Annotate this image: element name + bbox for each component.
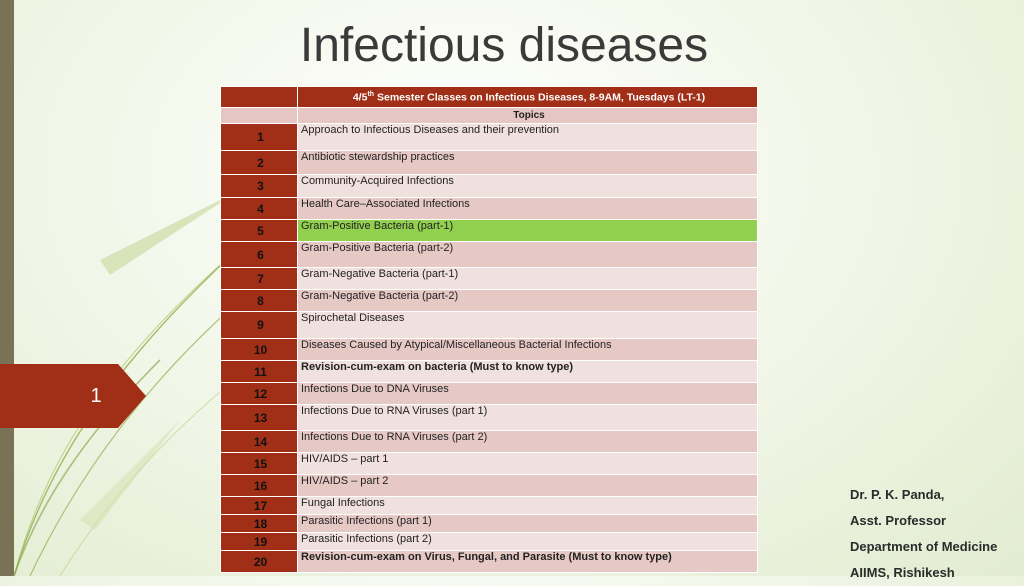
row-topic: Gram-Positive Bacteria (part-1): [298, 220, 758, 242]
table-row: [221, 551, 758, 573]
row-topic: Spirochetal Diseases: [298, 312, 758, 339]
slide-number: 1: [90, 385, 102, 407]
row-topic: Approach to Infectious Diseases and their prevention: [298, 124, 758, 151]
row-topic: Gram-Negative Bacteria (part-2): [298, 290, 758, 312]
row-topic: Community-Acquired Infections: [298, 175, 758, 198]
row-number: 12: [221, 383, 298, 405]
slide-title-text: Infectious diseases: [299, 19, 709, 72]
row-number: 17: [221, 497, 298, 515]
row-number: 1: [221, 124, 298, 151]
row-topic: Antibiotic stewardship practices: [298, 151, 758, 175]
slide-title: [0, 18, 1024, 73]
author-block: [850, 482, 1020, 586]
row-topic: Diseases Caused by Atypical/Miscellaneous Bacterial Infections: [298, 339, 758, 361]
table-row: [221, 268, 758, 290]
row-topic: HIV/AIDS – part 2: [298, 475, 758, 497]
class-schedule-table: [220, 86, 758, 573]
row-number: 10: [221, 339, 298, 361]
author-institution: AIIMS, Rishikesh: [850, 565, 955, 580]
table-row: [221, 242, 758, 268]
header-blank-cell: [221, 87, 298, 108]
table-row: [221, 361, 758, 383]
row-number: 11: [221, 361, 298, 383]
row-number: 20: [221, 551, 298, 573]
row-number: 8: [221, 290, 298, 312]
row-topic: Gram-Negative Bacteria (part-1): [298, 268, 758, 290]
topics-blank-cell: [221, 108, 298, 124]
row-number: 4: [221, 198, 298, 220]
table-header-row: [221, 87, 758, 108]
slide-number-tab: [0, 364, 146, 428]
table-row: [221, 151, 758, 175]
row-number: 6: [221, 242, 298, 268]
row-topic: Health Care–Associated Infections: [298, 198, 758, 220]
row-topic: Infections Due to RNA Viruses (part 1): [298, 405, 758, 431]
table-row: [221, 453, 758, 475]
row-number: 15: [221, 453, 298, 475]
row-number: 3: [221, 175, 298, 198]
table-row: [221, 220, 758, 242]
row-topic: Parasitic Infections (part 1): [298, 515, 758, 533]
table-row: [221, 405, 758, 431]
row-number: 19: [221, 533, 298, 551]
table-row: [221, 198, 758, 220]
row-topic: Revision-cum-exam on bacteria (Must to know type): [298, 361, 758, 383]
author-department: Department of Medicine: [850, 539, 998, 554]
table-row: [221, 383, 758, 405]
table-header: [298, 87, 758, 108]
row-number: 2: [221, 151, 298, 175]
header-pre: 4/5: [352, 91, 368, 104]
table-row: [221, 124, 758, 151]
author-name: Dr. P. K. Panda,: [850, 487, 945, 502]
row-topic: HIV/AIDS – part 1: [298, 453, 758, 475]
table-row: [221, 475, 758, 497]
topics-label: Topics: [298, 108, 758, 124]
row-topic: Infections Due to DNA Viruses: [298, 383, 758, 405]
table-row: [221, 497, 758, 515]
row-number: 14: [221, 431, 298, 453]
row-number: 13: [221, 405, 298, 431]
table-row: [221, 339, 758, 361]
row-topic: Parasitic Infections (part 2): [298, 533, 758, 551]
table-row: [221, 312, 758, 339]
header-post: Semester Classes on Infectious Diseases, 8-9AM, Tuesdays (LT-1): [374, 91, 706, 104]
row-number: 5: [221, 220, 298, 242]
row-number: 7: [221, 268, 298, 290]
row-number: 18: [221, 515, 298, 533]
table-row: [221, 515, 758, 533]
row-topic: Gram-Positive Bacteria (part-2): [298, 242, 758, 268]
row-number: 16: [221, 475, 298, 497]
author-position: Asst. Professor: [850, 513, 947, 528]
topics-row: [221, 108, 758, 124]
row-topic: Fungal Infections: [298, 497, 758, 515]
row-topic: Revision-cum-exam on Virus, Fungal, and Parasite (Must to know type): [298, 551, 758, 573]
row-number: 9: [221, 312, 298, 339]
table-row: [221, 533, 758, 551]
row-topic: Infections Due to RNA Viruses (part 2): [298, 431, 758, 453]
table-row: [221, 290, 758, 312]
header-sup: th: [367, 90, 375, 98]
table-row: [221, 175, 758, 198]
table-row: [221, 431, 758, 453]
